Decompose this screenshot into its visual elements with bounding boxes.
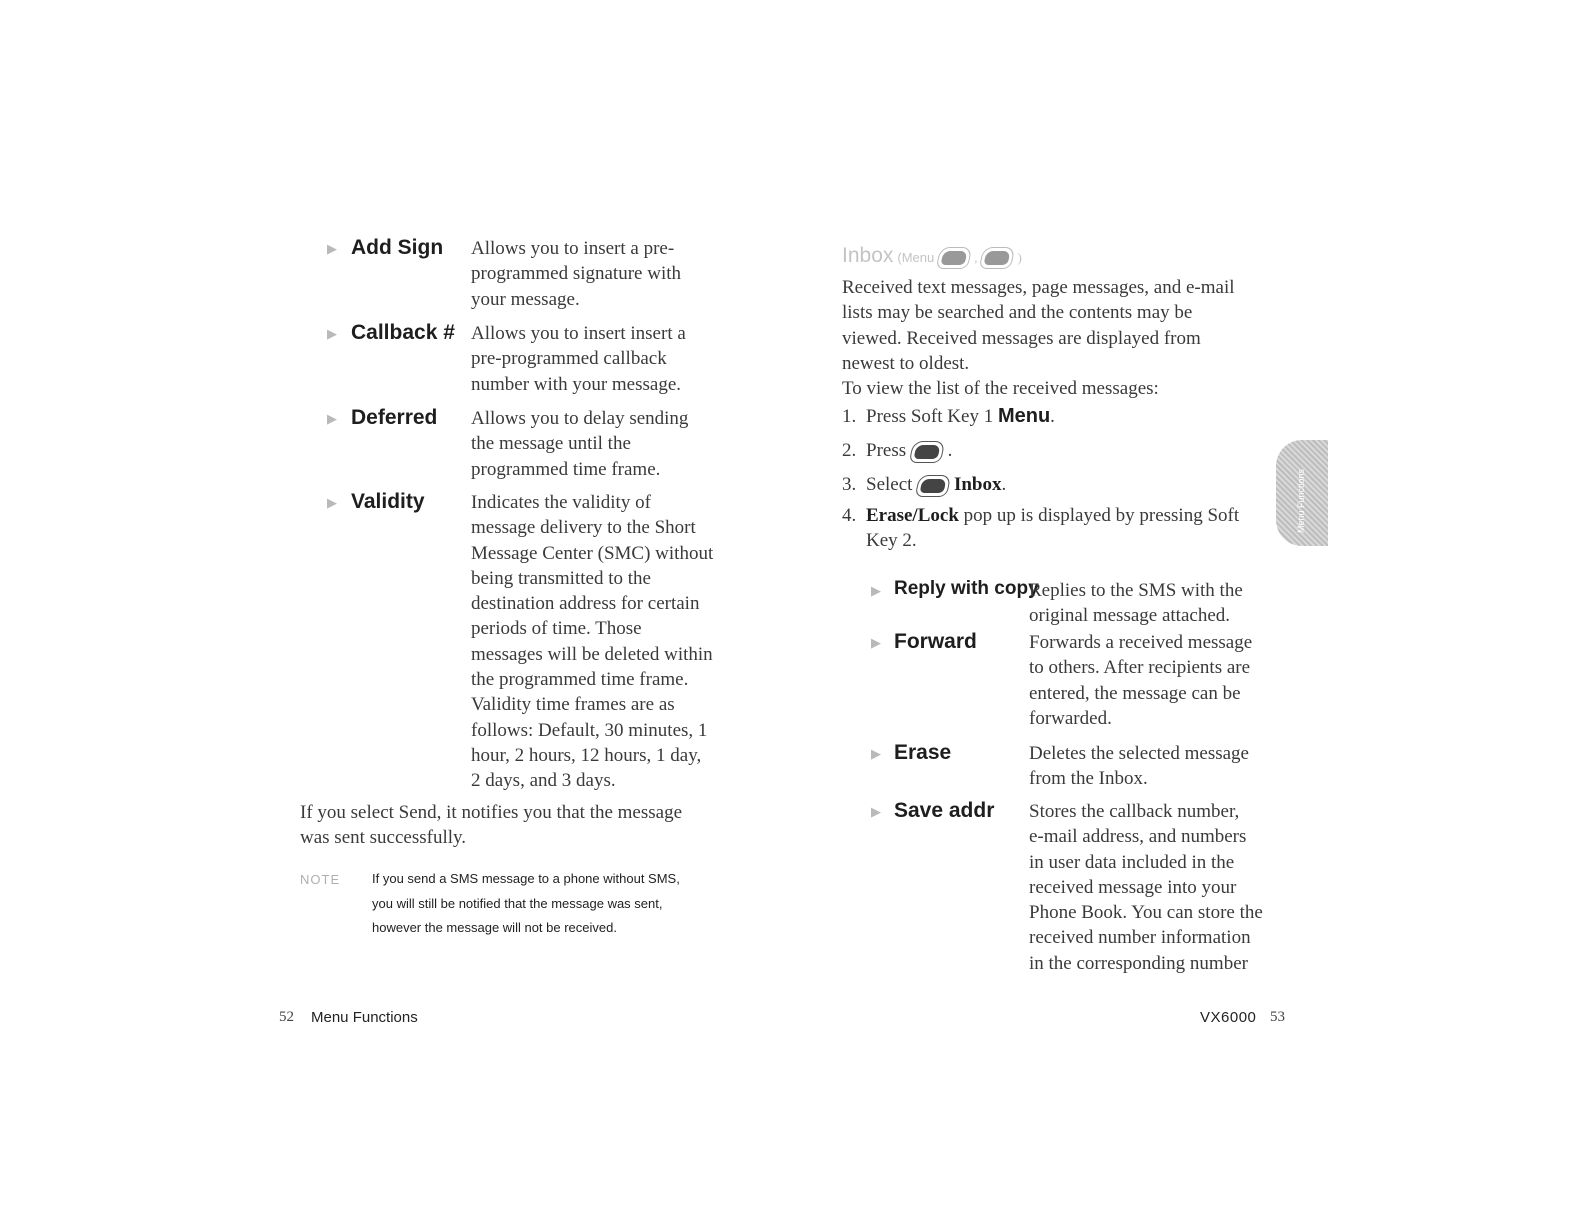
note-label: NOTE <box>300 872 341 887</box>
note-text: If you send a SMS message to a phone without SMS, you will still be notified that the message was sent, however the message will not be received. <box>372 871 680 935</box>
keypad-3-icon <box>915 475 952 497</box>
step-4: 4. Erase/Lock pop up is displayed by pressing Soft Key 2. <box>842 505 1240 551</box>
section-title-menu: (Menu <box>897 250 935 265</box>
step-2: 2. Press . <box>842 440 953 461</box>
step-3: 3. Select Inbox. <box>842 474 1007 495</box>
page-number-right: 53 <box>1270 1009 1285 1025</box>
triangle-right-icon: ▶ <box>871 636 881 651</box>
option-desc-validity: Indicates the validity of message delivery to the Short Message Center (SMC) without being transmitted to the destination address for certain periods of time. Those messages will be deleted within the programmed time frame. Validity time frames are as follows: Default, 30 minutes, 1 hour, 2 hours, 12 hours, 1 day, 2 days, and 3 days. <box>471 492 714 792</box>
option-desc-reply-with-copy: Replies to the SMS with the original message attached. <box>1029 580 1243 627</box>
option-term-callback: Callback # <box>351 321 455 344</box>
inbox-intro: Received text messages, page messages, and e-mail lists may be searched and the contents may be viewed. Received messages are displayed from newest to oldest. To view the list of the received messages: <box>842 277 1235 400</box>
triangle-right-icon: ▶ <box>327 327 337 342</box>
keypad-3-icon <box>936 247 973 269</box>
erase-lock-keyword: Erase/Lock <box>866 505 959 526</box>
option-term-add-sign: Add Sign <box>351 236 444 259</box>
triangle-right-icon: ▶ <box>327 496 337 511</box>
option-desc-deferred: Allows you to delay sending the message until the programmed time frame. <box>471 408 689 480</box>
option-desc-erase: Deletes the selected message from the Inbox. <box>1029 743 1249 790</box>
option-desc-add-sign: Allows you to insert a pre- programmed signature with your message. <box>471 238 682 310</box>
footer-section-title: Menu Functions <box>311 1009 418 1026</box>
option-desc-forward: Forwards a received message to others. After recipients are entered, the message can be forwarded. <box>1029 632 1253 729</box>
keypad-3-icon <box>909 441 946 463</box>
triangle-right-icon: ▶ <box>871 747 881 762</box>
footer-model: VX6000 <box>1200 1009 1257 1026</box>
inbox-keyword: Inbox <box>953 474 1002 495</box>
option-term-forward: Forward <box>894 630 977 653</box>
page-number-left: 52 <box>279 1009 294 1025</box>
option-term-deferred: Deferred <box>351 406 438 429</box>
keypad-3-icon <box>979 247 1016 269</box>
send-paragraph: If you select Send, it notifies you that the message was sent successfully. <box>300 802 683 849</box>
triangle-right-icon: ▶ <box>327 412 337 427</box>
option-term-save-addr: Save addr <box>894 799 995 822</box>
menu-keyword: Menu <box>997 405 1051 427</box>
option-desc-save-addr: Stores the callback number, e-mail address, and numbers in user data included in the received message into your Phone Book. You can store the received number information in the corresponding number <box>1029 801 1263 974</box>
side-tab-label: Menu Functions <box>1296 468 1306 533</box>
triangle-right-icon: ▶ <box>327 242 337 257</box>
option-desc-callback: Allows you to insert insert a pre-programmed callback number with your message. <box>471 323 686 395</box>
option-term-reply-with-copy: Reply with copy <box>894 578 1039 599</box>
step-1: 1. Press Soft Key 1 Menu. <box>842 405 1055 427</box>
section-title: Inbox <box>842 244 894 267</box>
option-term-erase: Erase <box>894 741 952 764</box>
triangle-right-icon: ▶ <box>871 805 881 820</box>
triangle-right-icon: ▶ <box>871 584 881 599</box>
section-heading: Inbox (Menu , ) <box>842 244 1022 269</box>
option-term-validity: Validity <box>351 490 425 513</box>
